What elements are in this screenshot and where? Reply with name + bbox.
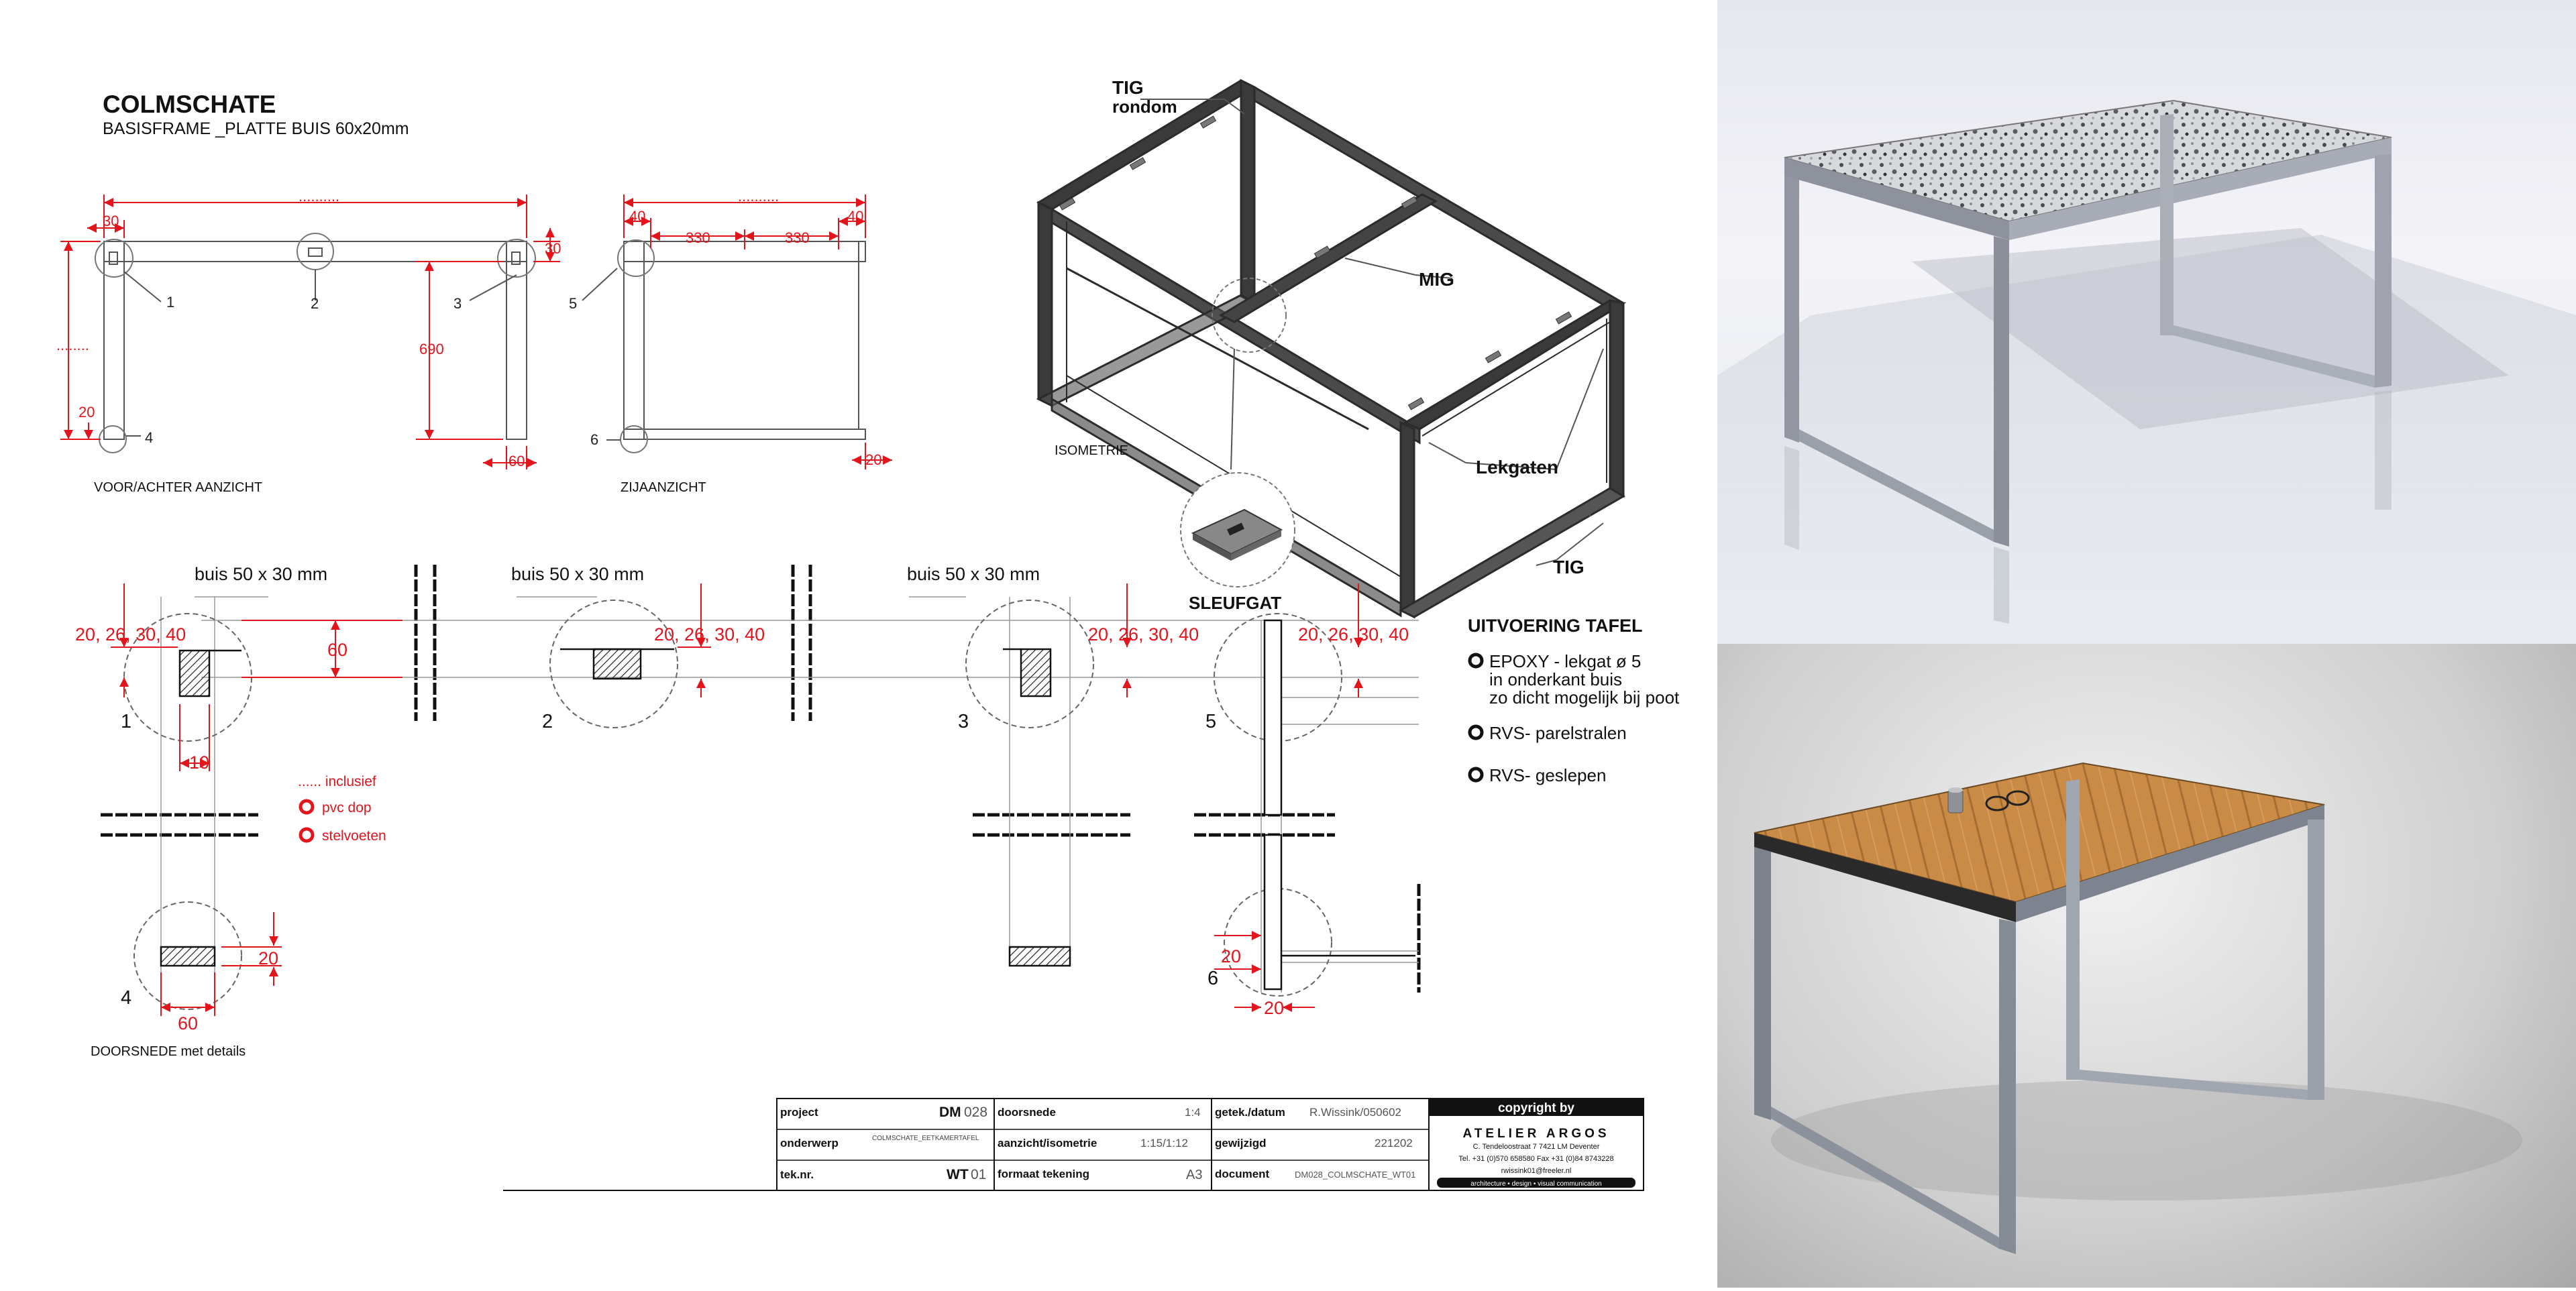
tb-teknr-value-bold: WT bbox=[947, 1167, 969, 1182]
wooden-table-image bbox=[1717, 644, 2576, 1288]
tb-tel: Tel. +31 (0)570 658580 Fax +31 (0)84 8743228 bbox=[1458, 1155, 1614, 1163]
dim-20-section: 20 bbox=[258, 948, 279, 968]
detail-number-5: 5 bbox=[1205, 711, 1217, 732]
tb-onderwerp-label: onderwerp bbox=[780, 1137, 839, 1149]
dims-set-2: 20, 26, 30, 40 bbox=[654, 624, 765, 644]
section-reference-lines bbox=[161, 597, 1419, 993]
detail-number-1: 1 bbox=[121, 711, 132, 732]
uitvoering-title: UITVOERING TAFEL bbox=[1468, 616, 1643, 636]
tb-teknr-label: tek.nr. bbox=[780, 1168, 814, 1181]
isometric-frame bbox=[1038, 80, 1623, 617]
tb-project-value-rest: 028 bbox=[964, 1105, 988, 1120]
side-view-caption: ZIJAANZICHT bbox=[621, 480, 706, 495]
tb-teknr-value-rest: 01 bbox=[971, 1167, 987, 1182]
tb-gewijzigd-label: gewijzigd bbox=[1215, 1137, 1267, 1149]
dim-20-foot: 20 bbox=[78, 404, 95, 420]
tb-gewijzigd-value: 221202 bbox=[1375, 1137, 1413, 1149]
uitvoering-epoxy-line-3: zo dicht mogelijk bij poot bbox=[1489, 687, 1680, 708]
callout-3: 3 bbox=[453, 295, 462, 312]
dim-20-detail6-a: 20 bbox=[1221, 946, 1242, 966]
section-detail-circles bbox=[124, 600, 1342, 1009]
legend-stelvoeten: stelvoeten bbox=[322, 828, 386, 844]
render-wooden-table bbox=[1717, 644, 2576, 1288]
label-tig-rondom-1: TIG bbox=[1112, 77, 1144, 98]
render-granite-table bbox=[1717, 0, 2576, 644]
uitvoering-marker-3 bbox=[1470, 769, 1482, 781]
dim-690: 690 bbox=[419, 341, 444, 357]
uitvoering-epoxy-line-1: EPOXY - lekgat ø 5 bbox=[1489, 651, 1642, 671]
tb-document-label: document bbox=[1215, 1168, 1270, 1180]
dim-side-dots: .......... bbox=[738, 188, 780, 205]
tb-project-label: project bbox=[780, 1106, 818, 1119]
label-tig: TIG bbox=[1553, 557, 1585, 577]
callout-4: 4 bbox=[145, 429, 154, 446]
tb-company: ATELIER ARGOS bbox=[1462, 1127, 1610, 1141]
drawing-subtitle: BASISFRAME _PLATTE BUIS 60x20mm bbox=[103, 119, 409, 138]
tb-aanzicht-label: aanzicht/isometrie bbox=[998, 1137, 1097, 1149]
dim-330-a: 330 bbox=[686, 229, 710, 246]
uitvoering-marker-1 bbox=[1470, 655, 1482, 667]
uitvoering-epoxy-line-2: in onderkant buis bbox=[1489, 669, 1623, 689]
buis-label-1: buis 50 x 30 mm bbox=[195, 564, 328, 584]
granite-table-image bbox=[1717, 0, 2576, 644]
tb-email: rwissink01@freeler.nl bbox=[1501, 1167, 1572, 1175]
sleufgat-detail bbox=[1181, 473, 1295, 587]
tb-document-value: DM028_COLMSCHATE_WT01 bbox=[1295, 1170, 1416, 1180]
callout-2: 2 bbox=[311, 295, 319, 312]
front-view-dimensions bbox=[60, 194, 560, 469]
dim-10-section: 10 bbox=[189, 752, 210, 773]
section-caption: DOORSNEDE met details bbox=[91, 1044, 246, 1059]
legend-pvc-dop: pvc dop bbox=[322, 800, 372, 816]
buis-label-3: buis 50 x 30 mm bbox=[907, 564, 1040, 584]
callout-6: 6 bbox=[590, 431, 599, 448]
dim-20-side-foot: 20 bbox=[865, 451, 882, 468]
section-dimensions bbox=[111, 583, 1358, 1016]
tb-tagline: architecture • design • visual communication bbox=[1470, 1180, 1602, 1188]
tb-formaat-value: A3 bbox=[1186, 1168, 1203, 1182]
dim-width-dots: .......... bbox=[299, 188, 340, 205]
tb-doorsnede-value: 1:4 bbox=[1185, 1106, 1201, 1119]
label-sleufgat: SLEUFGAT bbox=[1189, 593, 1282, 613]
front-view bbox=[95, 233, 535, 453]
callout-1: 1 bbox=[166, 294, 175, 311]
dim-height-dots: ........ bbox=[56, 337, 89, 353]
tb-project-value-bold: DM bbox=[939, 1105, 961, 1120]
tb-getekend-value: R.Wissink/050602 bbox=[1309, 1106, 1402, 1119]
dim-60-bottom: 60 bbox=[178, 1013, 199, 1033]
uitvoering-geslepen: RVS- geslepen bbox=[1489, 765, 1607, 785]
dim-60-foot: 60 bbox=[508, 453, 525, 469]
callout-5: 5 bbox=[569, 295, 578, 312]
buis-label-2: buis 50 x 30 mm bbox=[511, 564, 645, 584]
detail-number-3: 3 bbox=[958, 711, 969, 732]
dim-20-detail6-b: 20 bbox=[1264, 998, 1285, 1018]
render-panel bbox=[1717, 0, 2576, 1288]
drawing-title: COLMSCHATE bbox=[103, 91, 276, 118]
tb-onderwerp-value: COLMSCHATE_EETKAMERTAFEL bbox=[872, 1135, 979, 1142]
dim-40-left: 40 bbox=[629, 208, 646, 225]
label-mig: MIG bbox=[1419, 269, 1454, 290]
dims-set-1: 20, 26, 30, 40 bbox=[75, 624, 186, 644]
detail-number-2: 2 bbox=[542, 711, 553, 732]
legend-stelvoeten-marker bbox=[301, 829, 313, 841]
legend-inclusief: ...... inclusief bbox=[298, 774, 376, 789]
label-tig-rondom-2: rondom bbox=[1112, 97, 1177, 117]
tb-doorsnede-label: doorsnede bbox=[998, 1106, 1056, 1119]
dim-30-top: 30 bbox=[103, 213, 119, 229]
side-view bbox=[582, 240, 865, 453]
uitvoering-marker-2 bbox=[1470, 726, 1482, 738]
tb-address: C. Tendeloostraat 7 7421 LM Deventer bbox=[1472, 1143, 1600, 1151]
detail-number-6: 6 bbox=[1208, 968, 1219, 989]
tb-formaat-label: formaat tekening bbox=[998, 1168, 1089, 1180]
label-lekgaten: Lekgaten bbox=[1476, 457, 1558, 478]
front-view-caption: VOOR/ACHTER AANZICHT bbox=[94, 480, 263, 495]
dims-set-5: 20, 26, 30, 40 bbox=[1298, 624, 1409, 644]
isometric-caption: ISOMETRIE bbox=[1055, 443, 1129, 458]
dim-330-b: 330 bbox=[785, 229, 810, 246]
uitvoering-parelstralen: RVS- parelstralen bbox=[1489, 723, 1627, 743]
dim-30-right: 30 bbox=[545, 240, 561, 257]
dim-40-right: 40 bbox=[847, 208, 864, 225]
detail-number-4: 4 bbox=[121, 987, 132, 1009]
dim-60-section: 60 bbox=[327, 640, 348, 660]
legend-pvc-marker bbox=[301, 801, 313, 813]
tb-copyright: copyright by bbox=[1497, 1101, 1575, 1115]
side-view-dimensions bbox=[624, 194, 892, 469]
tb-getekend-label: getek./datum bbox=[1215, 1106, 1285, 1119]
tb-aanzicht-value: 1:15/1:12 bbox=[1140, 1137, 1188, 1149]
dims-set-3: 20, 26, 30, 40 bbox=[1088, 624, 1199, 644]
